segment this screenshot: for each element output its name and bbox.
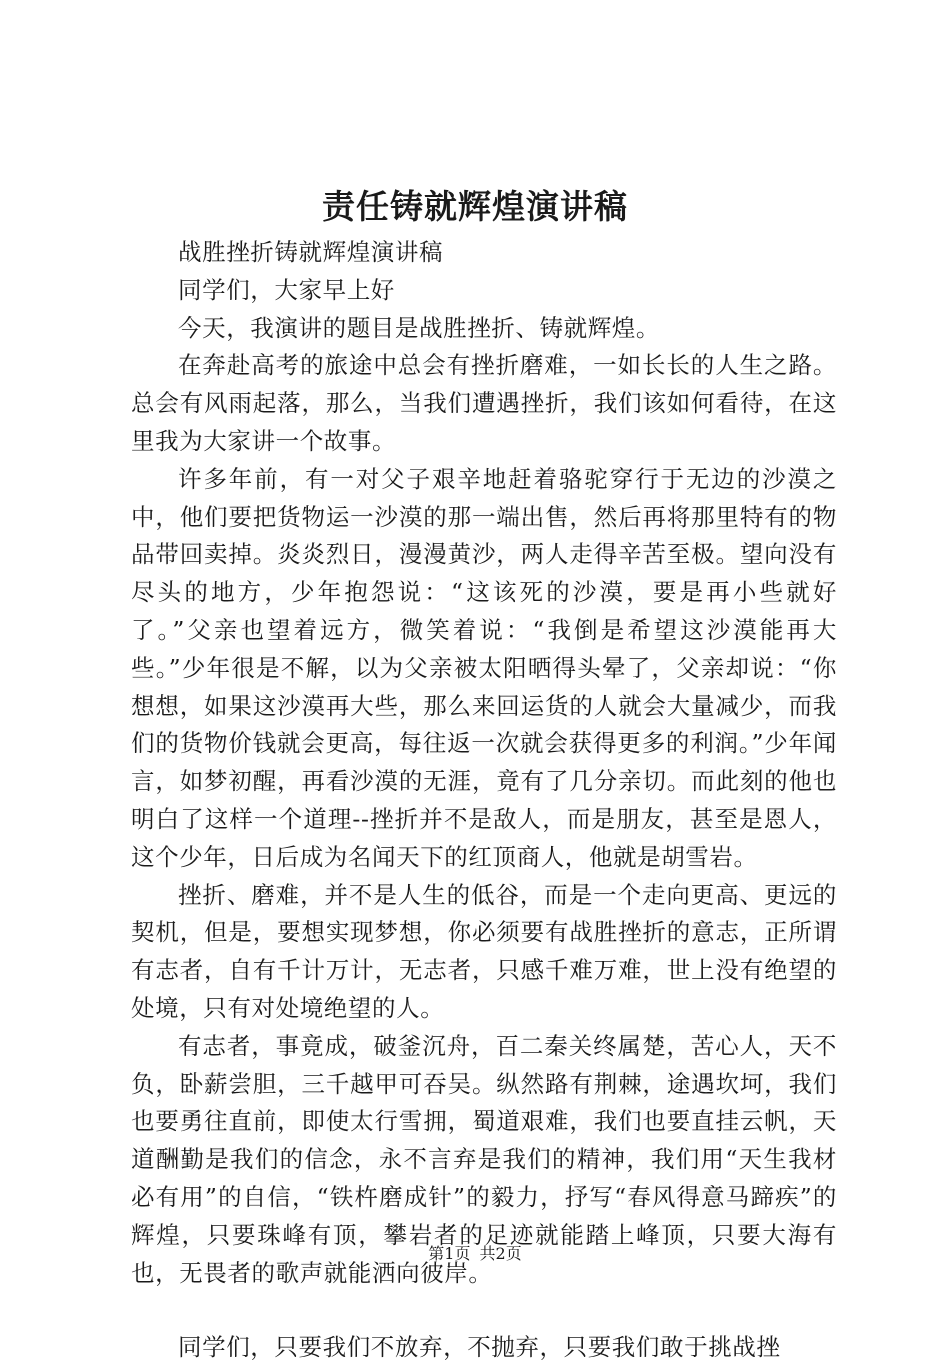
paragraph: 今天，我演讲的题目是战胜挫折、铸就辉煌。 [178, 313, 660, 342]
paragraph: 挫折、磨难，并不是人生的低谷，而是一个走向更高、更远的契机，但是，要想实现梦想，你必须要有战胜挫折的意志，正所谓有志者，自有千计万计，无志者，只感千难万难，世上没有绝望的处境，只有对处境绝望的人。 [131, 880, 837, 1022]
document-title: 责任铸就辉煌演讲稿 [322, 187, 628, 226]
paragraph: 许多年前，有一对父子艰辛地赶着骆驼穿行于无边的沙漠之中，他们要把货物运一沙漠的那一端出售，然后再将那里特有的物品带回卖掉。炎炎烈日，漫漫黄沙，两人走得辛苦至极。望向没有尽头的地方，少年抱怨说：“这该死的沙漠，要是再小些就好了。”父亲也望着远方，微笑着说：“我倒是希望这沙漠能再大些。”少年很是不解，以为父亲被太阳晒得头晕了，父亲却说：“你想想，如果这沙漠再大些，那么来回运货的人就会大量减少，而我们的货物价钱就会更高，每往返一次就会获得更多的利润。”少年闻言，如梦初醒，再看沙漠的无涯，竟有了几分亲切。而此刻的他也明白了这样一个道理--挫折并不是敌人，而是朋友，甚至是恩人，这个少年，日后成为名闻天下的红顶商人，他就是胡雪岩。 [131, 464, 837, 871]
page-number-current: 第1页 [428, 1244, 471, 1263]
page-footer [0, 1242, 950, 1266]
document-body [131, 234, 837, 1367]
page-number-total: 共2页 [479, 1244, 522, 1263]
paragraph: 有志者，事竟成，破釜沉舟，百二秦关终属楚，苦心人，天不负，卧薪尝胆，三千越甲可吞吴。纵然路有荆棘，途遇坎坷，我们也要勇往直前，即使太行雪拥，蜀道艰难，我们也要直挂云帆，天道酬勤是我们的信念，永不言弃是我们的精神，我们用“天生我材必有用”的自信，“铁杵磨成针”的毅力，抒写“春风得意马蹄疾”的辉煌，只要珠峰有顶，攀岩者的足迹就能踏上峰顶，只要大海有也，无畏者的歌声就能洒向彼岸。 [131, 1031, 837, 1287]
paragraph: 同学们，只要我们不放弃，不抛弃，只要我们敢于挑战挫 [178, 1333, 781, 1362]
paragraph: 在奔赴高考的旅途中总会有挫折磨难，一如长长的人生之路。总会有风雨起落，那么，当我们遭遇挫折，我们该如何看待，在这里我为大家讲一个故事。 [131, 351, 837, 455]
paragraph: 战胜挫折铸就辉煌演讲稿 [178, 238, 444, 266]
paragraph: 同学们，大家早上好 [178, 275, 395, 304]
